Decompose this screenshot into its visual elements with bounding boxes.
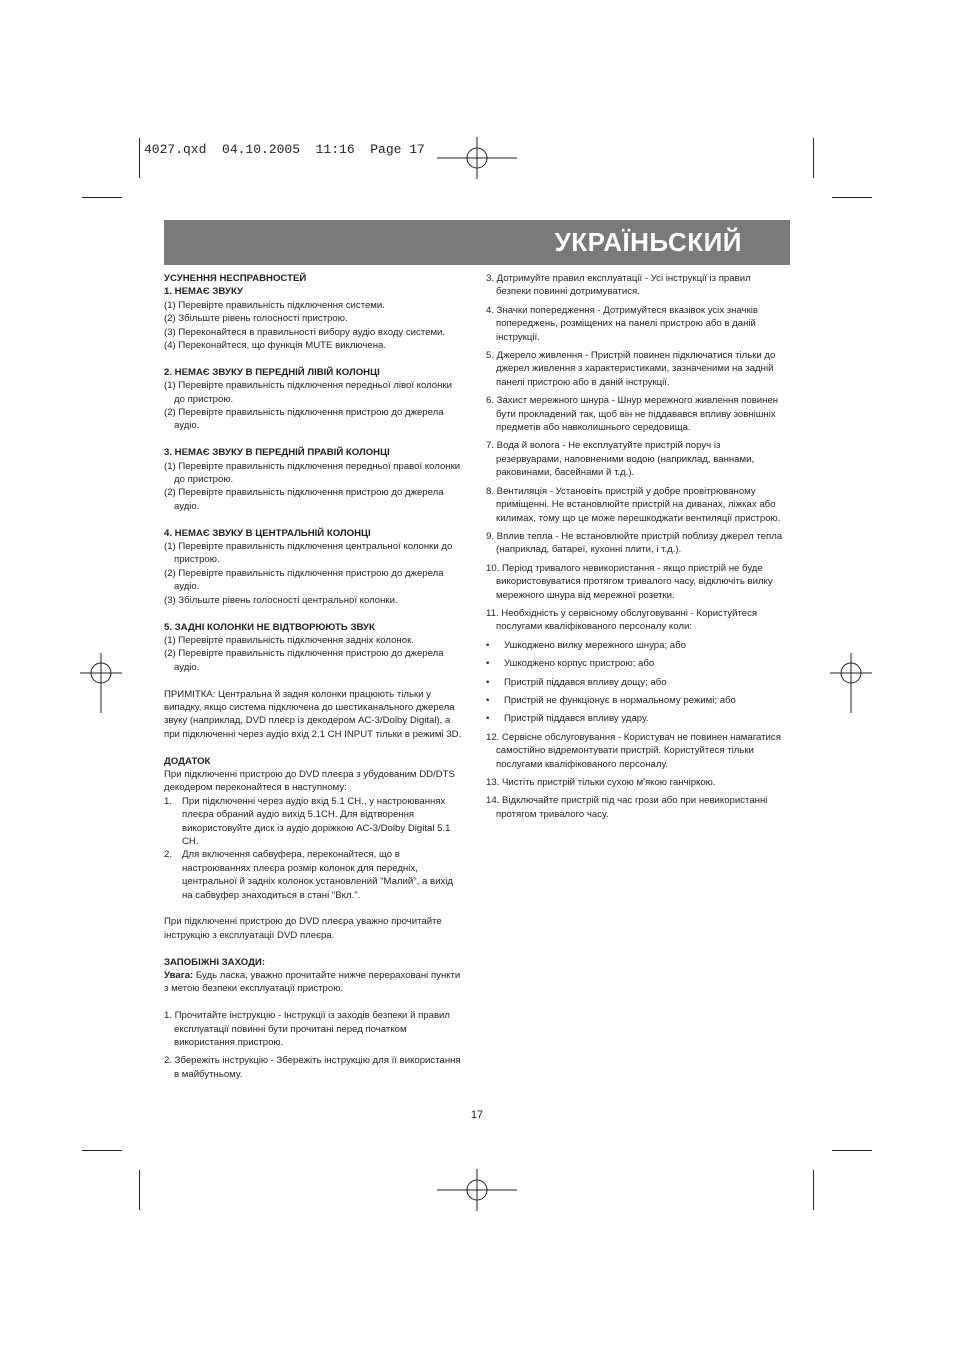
section-1-heading: 1. НЕМАЄ ЗВУКУ	[164, 286, 244, 298]
section-2-line: (2) Перевірте правильність підключення пристрою до джерела аудіо.	[164, 407, 444, 432]
note-paragraph: ПРИМІТКА: Центральна й задня колонки працюють тільки у випадку, якщо система підключена до шестиканального джерела звуку (наприклад, DVD плеєр із декодером AC-3/Dolby Digital), а при підключенні через аудіо вхід 2.1 CH INPUT тільки в режимі 3D.	[164, 688, 462, 740]
section-4-line: (2) Перевірте правильність підключення пристрою до джерела аудіо.	[164, 567, 444, 593]
safety-item: 7. Вода й волога - Не експлуатуйте пристрій поруч із резервуарами, наповненими водою (наприклад, ваннами, раковинами, басейнами й т.д.).	[486, 440, 755, 479]
crop-mark-top-right-vertical	[813, 138, 814, 178]
section-4-line: (1) Перевірте правильність підключення центральної колонки до пристрою.	[164, 541, 453, 566]
safety-heading: ЗАПОБІЖНІ ЗАХОДИ:	[164, 956, 266, 968]
service-condition-text: Ушкоджено вилку мережного шнура; або	[504, 639, 686, 651]
crop-mark-top-left-horizontal	[82, 197, 122, 198]
safety-item: 4. Значки попередження - Дотримуйтеся вказівок усіх значків попереджень, розміщених на панелі пристрою або в даній інструкції.	[486, 304, 759, 343]
safety-item: 3. Дотримуйте правил експлуатації - Усі інструкції із правил безпеки повинні дотримуватися.	[486, 273, 751, 298]
service-condition-text: Ушкоджено корпус пристрою; або	[504, 658, 655, 670]
bullet-mark: •	[486, 639, 490, 651]
addendum-item-number: 2.	[164, 849, 173, 861]
safety-item: 10. Період тривалого невикористання - якщо пристрій не буде використовуватися протягом тривалого часу, відключіть вилку мережного шнура від мережної розетки.	[486, 562, 773, 601]
safety-item: 8. Вентиляція - Установіть пристрій у добре провітрюваному приміщенні. Не встановлюйте пристрій на диванах, ліжках або килимах, тому що це може перешкоджати вентиляції пристрою.	[486, 485, 781, 524]
safety-item: 9. Вплив тепла - Не встановлюйте пристрій поблизу джерел тепла (наприклад, батареї, кухонні плити, і т.д.).	[486, 530, 783, 556]
safety-item: 5. Джерело живлення - Пристрій повинен підключатися тільки до джерел живлення з характеристиками, зазначеними на задній панелі пристрою або в даній інструкції.	[486, 350, 776, 388]
safety-item: 14. Відключайте пристрій під час грози або при невикористанні протягом тривалого часу.	[486, 795, 768, 820]
warning-text: Будь ласка, уважно прочитайте нижче перераховані пункти з метою безпеки експлуатації пристрою.	[164, 970, 461, 995]
warning-paragraph	[164, 969, 464, 996]
service-condition-item	[486, 712, 786, 725]
crop-mark-bottom-left-horizontal	[82, 1150, 122, 1151]
addendum-heading: ДОДАТОК	[164, 755, 211, 767]
service-condition-item	[486, 676, 786, 689]
section-5-line: (1) Перевірте правильність підключення задніх колонок.	[164, 634, 414, 646]
section-3-line: (1) Перевірте правильність підключення передньої правої колонки до пристрою.	[164, 460, 461, 486]
print-slug-line: 4027.qxd 04.10.2005 11:16 Page 17	[144, 142, 425, 157]
safety-item: 13. Чистіть пристрій тільки сухою м'якою ганчіркою.	[486, 777, 716, 788]
section-1-line: (4) Переконайтеся, що функція MUTE виключена.	[164, 340, 387, 352]
section-2-line: (1) Перевірте правильність підключення передньої лівої колонки до пристрою.	[164, 380, 452, 405]
safety-item: 6. Захист мережного шнура - Шнур мережного живлення повинен бути прокладений так, щоб він не піддавався впливу зовнішніх предметів або навколишнього середовища.	[486, 395, 779, 434]
crop-mark-bottom-left-vertical	[139, 1170, 140, 1210]
section-1-line: (2) Збільште рівень голосності пристрою.	[164, 313, 348, 325]
service-condition-item	[486, 694, 786, 707]
page-number: 17	[470, 1109, 484, 1121]
safety-item: 1. Прочитайте інструкцію - Інструкції із заходів безпеки й правил експлуатації повинні бути прочитані перед початком використання пристрою.	[164, 1010, 451, 1049]
section-5-line: (2) Перевірте правильність підключення пристрою до джерела аудіо.	[164, 648, 444, 673]
service-condition-item	[486, 639, 786, 652]
left-column	[164, 272, 464, 1081]
registration-mark-right	[830, 653, 872, 713]
bullet-mark: •	[486, 676, 490, 688]
section-4-heading: 4. НЕМАЄ ЗВУКУ В ЦЕНТРАЛЬНІЙ КОЛОНЦІ	[164, 527, 371, 539]
warning-label: Увага:	[164, 970, 194, 981]
service-condition-text: Пристрій піддався впливу удару.	[504, 713, 649, 725]
registration-mark-left	[80, 653, 122, 713]
addendum-intro: При підключенні пристрою до DVD плеєра з убудованим DD/DTS декодером переконайтеся в наступному:	[164, 768, 455, 794]
troubleshooting-heading: УСУНЕННЯ НЕСПРАВНОСТЕЙ	[164, 273, 307, 284]
service-condition-text: Пристрій піддався впливу дощу; або	[504, 676, 667, 688]
addendum-item-text: Для включення сабвуфера, переконайтеся, що в настроюваннях плеєра розмір колонок для передніх, центральної й задніх колонок установлений "Малий", а вихід на сабвуфер знаходиться в стані "Вкл.".	[182, 849, 453, 901]
section-2-heading: 2. НЕМАЄ ЗВУКУ В ПЕРЕДНІЙ ЛІВІЙ КОЛОНЦІ	[164, 366, 380, 378]
registration-mark-top	[437, 137, 517, 179]
crop-mark-top-right-horizontal	[832, 197, 872, 198]
crop-mark-bottom-right-horizontal	[832, 1150, 872, 1151]
section-4-line: (3) Збільште рівень голосності центральної колонки.	[164, 594, 398, 606]
crop-mark-top-left-vertical	[139, 138, 140, 178]
bullet-mark: •	[486, 658, 490, 670]
right-column	[486, 272, 786, 821]
service-condition-item	[486, 657, 786, 670]
section-1-line: (1) Перевірте правильність підключення системи.	[164, 299, 385, 311]
addendum-item-text: При підключенні через аудіо вхід 5.1 CH., у настроюваннях плеєра обраний аудіо вихід 5.1CH. Для відтворення використовуйте диск із аудіо доріжкою AC-3/Dolby Digital 5.1 CH.	[182, 795, 451, 847]
section-1-line: (3) Переконайтеся в правильності вибору аудіо входу системи.	[164, 326, 446, 338]
safety-item: 2. Збережіть інструкцію - Збережіть інструкцію для її використання в майбутньому.	[164, 1055, 461, 1080]
bullet-mark: •	[486, 713, 490, 725]
bullet-mark: •	[486, 694, 490, 706]
addendum-footer: При підключенні пристрою до DVD плеєра уважно прочитайте інструкцію з експлуатації DVD плеєра.	[164, 916, 442, 941]
section-3-heading: 3. НЕМАЄ ЗВУКУ В ПЕРЕДНІЙ ПРАВІЙ КОЛОНЦІ	[164, 447, 390, 459]
addendum-item	[164, 848, 464, 902]
section-5-heading: 5. ЗАДНІ КОЛОНКИ НЕ ВІДТВОРЮЮТЬ ЗВУК	[164, 621, 375, 633]
service-condition-text: Пристрій не функціонує в нормальному режимі; або	[504, 694, 736, 706]
section-3-line: (2) Перевірте правильність підключення пристрою до джерела аудіо.	[164, 487, 444, 512]
language-banner	[164, 220, 790, 265]
addendum-item	[164, 795, 464, 849]
crop-mark-bottom-right-vertical	[813, 1170, 814, 1210]
safety-item: 12. Сервісне обслуговування - Користувач не повинен намагатися самостійно відремонтувати пристрій. Користуйтеся тільки послугами кваліфікованого персоналу.	[486, 731, 781, 770]
safety-item: 11. Необхідність у сервісному обслуговуванні - Користуйтеся послугами кваліфікованого персоналу коли:	[486, 607, 758, 633]
addendum-item-number: 1.	[164, 795, 173, 807]
banner-title: УКРАЇНЬСКИЙ	[554, 227, 742, 257]
registration-mark-bottom	[437, 1169, 517, 1211]
